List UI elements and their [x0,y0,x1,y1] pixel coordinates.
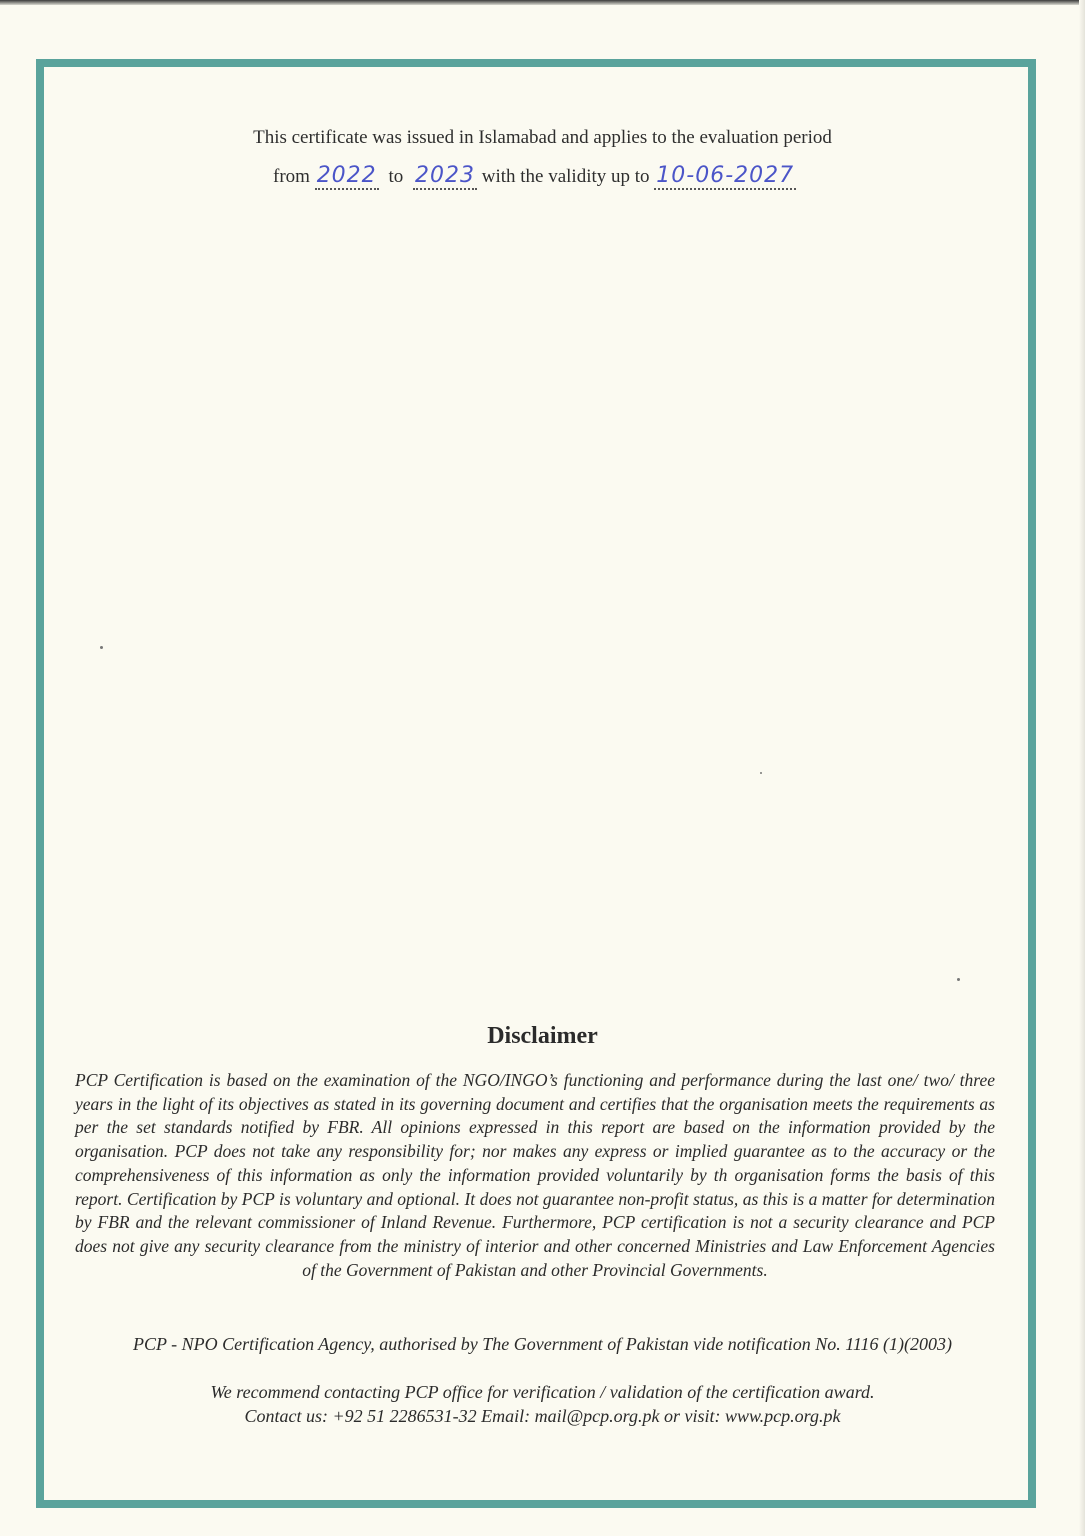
certificate-border [36,59,1036,1508]
validity-date-handwritten: 10-06-2027 [656,163,795,188]
to-label: to [388,166,404,187]
agency-statement: PCP - NPO Certification Agency, authorised by The Government of Pakistan vide notification No. 1116 (1)(2003) [132,1334,953,1354]
contact-info: Contact us: +92 51 2286531-32 Email: mail@pcp.org.pk or visit: www.pcp.org.pk [244,1406,841,1426]
scan-speck [957,978,960,981]
disclaimer-text: PCP Certification is based on the examination of the NGO/INGO’s functioning and performance during the last one/ two/ three years in the light of its objectives as stated in its governing document and certifies that the organisation meets the requirements as per the set standards notified by FBR. All opinions expressed in this report are based on the information provided by the organisation. PCP does not take any responsibility for; nor makes any express or implied guarantee as to the accuracy or the comprehensiveness of this information as only the information provided voluntarily by th organisation forms the basis of this report. Certification by PCP is voluntary and optional. It does not guarantee non-profit status, as this is a matter for determination by FBR and the relevant commissioner of Inland Revenue. Furthermore, PCP certification is not a security clearance and PCP does not give any security clearance from the ministry of interior and other concerned Ministries and Law Enforcement Agencies of the Government of Pakistan and other Provincial Governments. [75,1070,995,1280]
validity-label: with the validity up to [481,166,650,187]
evaluation-period-line [273,163,796,197]
scan-speck [100,646,103,649]
from-label: from [273,166,310,187]
from-year-handwritten: 2022 [316,163,377,188]
disclaimer-heading: Disclaimer [487,1023,598,1049]
issue-statement: This certificate was issued in Islamabad and applies to the evaluation period [253,127,832,148]
to-year-handwritten: 2023 [414,163,475,188]
scan-edge-top [0,0,1085,5]
verification-recommendation: We recommend contacting PCP office for verification / validation of the certification award. [210,1382,875,1402]
scan-edge-right [1079,0,1085,1536]
scan-speck [760,772,762,774]
